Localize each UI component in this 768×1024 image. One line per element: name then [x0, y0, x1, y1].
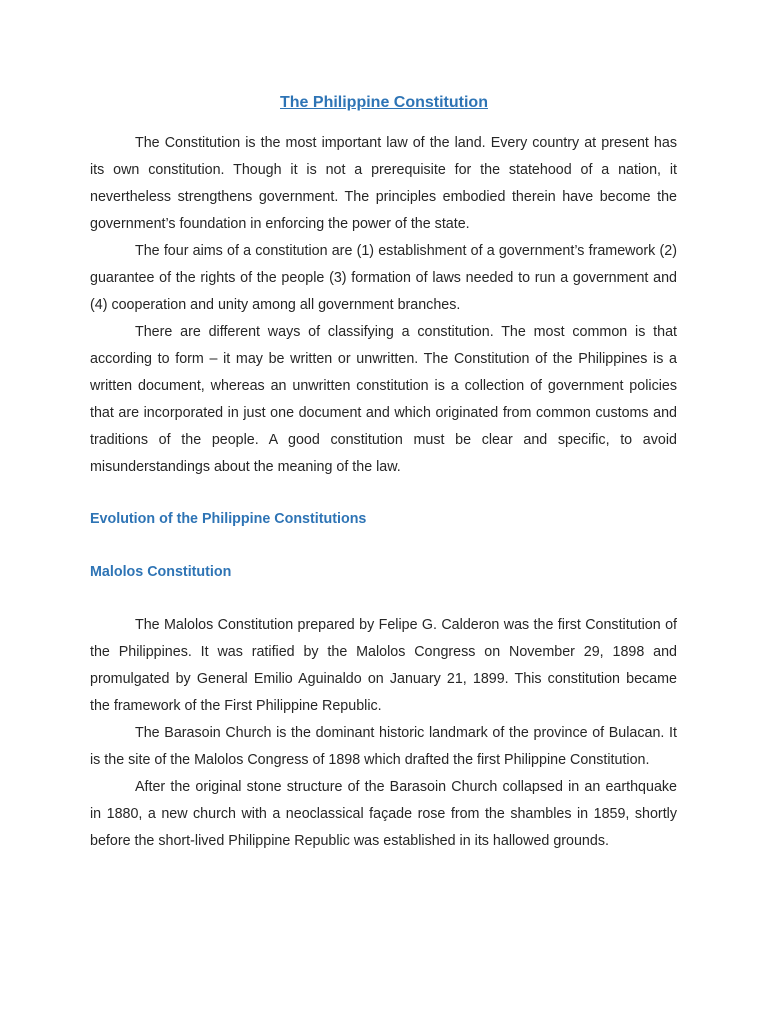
malolos-section: [90, 612, 677, 855]
intro-paragraph-1: The Constitution is the most important law of the land. Every country at present has its own constitution. Though it is not a prerequisite for the statehood of a nation, it nevertheless strengthens government. The principles embodied therein have become the government’s foundation in enforcing the power of the state.: [90, 135, 677, 232]
intro-paragraph-3: There are different ways of classifying a constitution. The most common is that according to form – it may be written or unwritten. The Constitution of the Philippines is a written document, whereas an unwritten constitution is a collection of government policies that are incorporated in just one document and which originated from common customs and traditions of the people. A good constitution must be clear and specific, to avoid misunderstandings about the meaning of the law.: [90, 324, 677, 475]
malolos-paragraph-2: The Barasoin Church is the dominant historic landmark of the province of Bulacan. It is the site of the Malolos Congress of 1898 which drafted the first Philippine Constitution.: [90, 725, 677, 768]
section-heading: Evolution of the Philippine Constitutions: [90, 511, 367, 527]
subsection-heading: Malolos Constitution: [90, 564, 232, 580]
malolos-paragraph-3: After the original stone structure of the Barasoin Church collapsed in an earthquake in 1880, a new church with a neoclassical façade rose from the shambles in 1859, shortly before the short-lived Philippine Republic was established in its hallowed grounds.: [90, 779, 677, 849]
document-title: The Philippine Constitution: [280, 94, 488, 111]
malolos-paragraph-1: The Malolos Constitution prepared by Felipe G. Calderon was the first Constitution of the Philippines. It was ratified by the Malolos Congress on November 29, 1898 and promulgated by General Emilio Aguinaldo on January 21, 1899. This constitution became the framework of the First Philippine Republic.: [90, 617, 677, 714]
intro-section: [90, 130, 677, 481]
intro-paragraph-2: The four aims of a constitution are (1) establishment of a government’s framework (2) guarantee of the rights of the people (3) formation of laws needed to run a government and (4) cooperation and unity among all government branches.: [90, 243, 677, 313]
